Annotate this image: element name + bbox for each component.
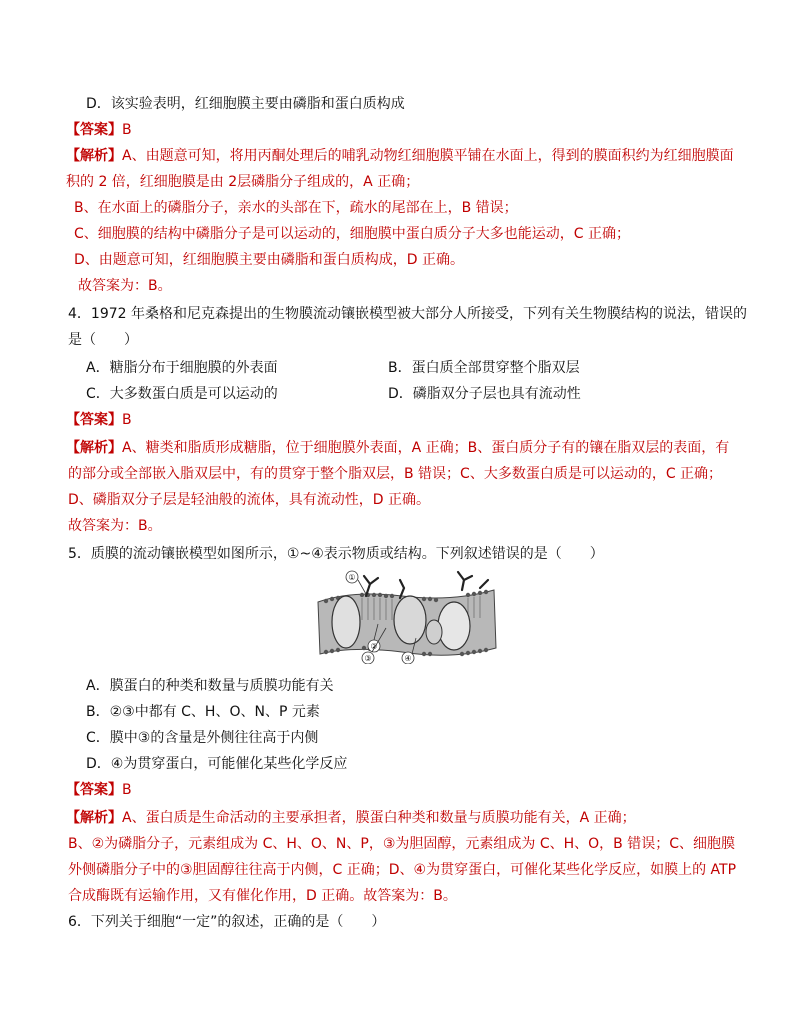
answer-tag: 【答案】 — [66, 122, 122, 138]
answer-value: B — [122, 122, 132, 138]
analysis-tag: 【解析】 — [66, 810, 122, 826]
q4-analysis-line-1 — [66, 438, 734, 458]
q5-analysis-line-3: 外侧磷脂分子中的③胆固醇往往高于内侧，C 正确；D、④为贯穿蛋白，可催化某些化学反应，如膜上的 ATP — [68, 862, 737, 878]
q5-analysis-line-4: 合成酶既有运输作用，又有催化作用，D 正确。故答案为：B。 — [68, 888, 457, 904]
answer-tag: 【答案】 — [66, 782, 122, 798]
q5-stem: 5．质膜的流动镶嵌模型如图所示，①~④表示物质或结构。下列叙述错误的是（ ） — [68, 546, 604, 562]
q5-option-b: B．②③中都有 C、H、O、N、P 元素 — [86, 704, 320, 720]
q4-analysis-line-2: 的部分或全部嵌入脂双层中，有的贯穿于整个脂双层，B 错误；C、大多数蛋白质是可以运动的，C 正确； — [68, 466, 723, 482]
answer-value: B — [122, 782, 132, 798]
fig-label-3: ③ — [364, 654, 372, 663]
q4-option-a: A．糖脂分布于细胞膜的外表面 — [86, 360, 278, 376]
q5-option-c: C．膜中③的含量是外侧往往高于内侧 — [86, 730, 319, 746]
fig-label-2: ② — [370, 642, 378, 651]
q5-analysis-line-2: B、②为磷脂分子，元素组成为 C、H、O、N、P，③为胆固醇，元素组成为 C、H、O，B 错误；C、细胞膜 — [68, 836, 735, 852]
q4-option-c: C．大多数蛋白质是可以运动的 — [86, 386, 278, 402]
analysis-text: A、蛋白质是生命活动的主要承担者，膜蛋白种类和数量与质膜功能有关，A 正确； — [122, 810, 636, 826]
q3-analysis-line-4: C、细胞膜的结构中磷脂分子是可以运动的，细胞膜中蛋白质分子大多也能运动，C 正确； — [74, 226, 630, 242]
q4-option-d: D．磷脂双分子层也具有流动性 — [388, 386, 581, 402]
q5-option-d: D．④为贯穿蛋白，可能催化某些化学反应 — [86, 756, 348, 772]
fig-label-1: ① — [348, 573, 356, 582]
q4-answer — [66, 410, 734, 430]
q4-analysis-line-3: D、磷脂双分子层是轻油般的流体，具有流动性，D 正确。 — [68, 492, 431, 508]
analysis-tag: 【解析】 — [66, 440, 122, 456]
q4-option-b: B．蛋白质全部贯穿整个脂双层 — [388, 360, 580, 376]
q5-option-a: A．膜蛋白的种类和数量与质膜功能有关 — [86, 678, 334, 694]
fig-label-4: ④ — [404, 654, 412, 663]
q4-stem-line-1: 4．1972 年桑格和尼克森提出的生物膜流动镶嵌模型被大部分人所接受，下列有关生物膜结构的说法，错误的 — [68, 306, 747, 322]
q5-analysis-line-1 — [66, 808, 734, 828]
q3-conclusion: 故答案为：B。 — [78, 278, 172, 294]
q3-analysis-line-3: B、在水面上的磷脂分子，亲水的头部在下，疏水的尾部在上，B 错误； — [74, 200, 518, 216]
q6-stem: 6．下列关于细胞“一定”的叙述，正确的是（ ） — [68, 914, 386, 930]
q3-analysis-line-2: 积的 2 倍，红细胞膜是由 2层磷脂分子组成的，A 正确； — [66, 174, 420, 190]
analysis-tag: 【解析】 — [66, 148, 122, 164]
q3-option-d: D．该实验表明，红细胞膜主要由磷脂和蛋白质构成 — [86, 96, 405, 112]
analysis-text: A、由题意可知，将用丙酮处理后的哺乳动物红细胞膜平铺在水面上，得到的膜面积约为红细胞膜面 — [122, 148, 734, 164]
answer-tag: 【答案】 — [66, 412, 122, 428]
q3-analysis-line-1 — [66, 146, 734, 166]
answer-value: B — [122, 412, 132, 428]
q5-answer — [66, 780, 734, 800]
q3-answer — [66, 120, 734, 140]
q4-stem-line-2: 是（ ） — [68, 332, 138, 348]
membrane-diagram — [312, 568, 500, 664]
q3-analysis-line-5: D、由题意可知，红细胞膜主要由磷脂和蛋白质构成，D 正确。 — [74, 252, 465, 268]
q4-conclusion: 故答案为：B。 — [68, 518, 162, 534]
analysis-text: A、糖类和脂质形成糖脂，位于细胞膜外表面，A 正确；B、蛋白质分子有的镶在脂双层的表面，有 — [122, 440, 730, 456]
